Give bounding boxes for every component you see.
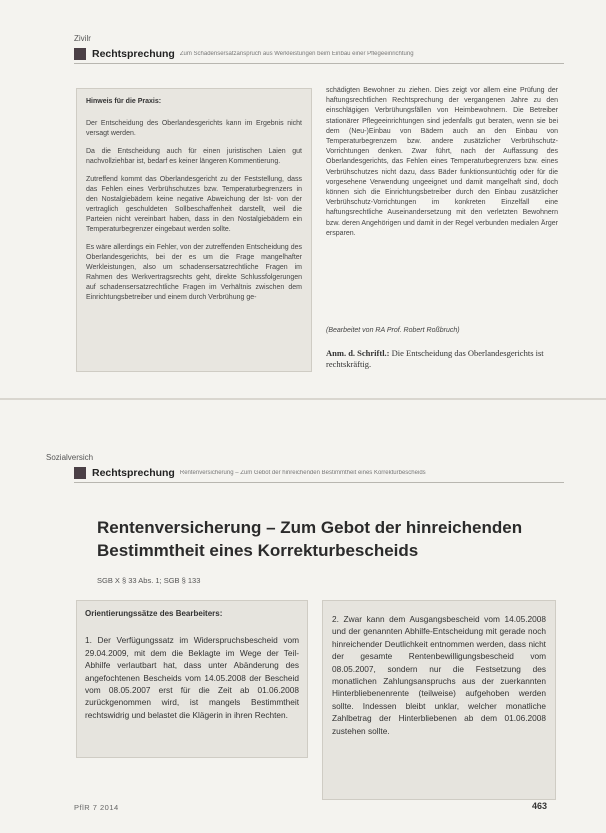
orientation-heading: Orientierungssätze des Bearbeiters:: [85, 609, 223, 618]
bottom-header-rule: [74, 482, 564, 483]
section-divider: [0, 398, 606, 400]
right-column-text: schädigten Bewohner zu ziehen. Dies zeigt vor allem eine Prüfung der haftungsrechtlichen Rechtsprechung der vergangenen Jahre zu den einschlägigen Verbrühungsfällen von Heimbewohnern. Die Betreiber stationärer Pflegeeinrichtungen sind jedenfalls gut beraten, wenn sie bei dem (Neu-)Einbau von Bädern auch an den Einbau von Temperaturbegrenzern bzw. andere zusätzlicher Verbrühschutz-Vorrichtungen denken. Zwar führt, nach der Auffassung des Oberlandesgerichts, das Fehlen eines Temperaturbegrenzers bzw. eines Verbrühschutzes nicht dazu, dass Bäder funktionsuntüchtig oder für die vorgesehene Verwendung ungeeignet und damit mangelhaft sind, doch können sich die Einrichtungsbetreiber durch den Einbau zusätzlicher Verbrühschutz-Vorrichtungen im konkreten Einzelfall eine haftungsrechtliche Auseinandersetzung mit den verletzten Bewohnern bzw. deren Angehörigen und damit in der Regel verbunden medialen Ärger ersparen.: [326, 87, 558, 237]
top-header-title: Rechtsprechung: [92, 48, 175, 60]
author-credit: (Bearbeitet von RA Prof. Robert Roßbruch): [326, 327, 460, 334]
section-label-top: Zivilr: [74, 34, 91, 43]
practice-paragraph: Es wäre allerdings ein Fehler, von der zutreffenden Entscheidung des Oberlandesgerichts, bei der es um die Frage mangelhafter Werkleistungen, also um schadensersatzrechtliche Fragen im Rahmen des Werkvertragsrechts geht, direkte Schlussfolgerungen auf schadensersatzrechtliche Fragen im Verhältnis zwischen dem Einrichtungsbetreiber und einem durch Verbrühung ge-: [86, 244, 302, 301]
section-marker-icon: [74, 48, 86, 60]
practice-paragraph: Da die Entscheidung auch für einen juristischen Laien gut nachvollziehbar ist, bedarf es keiner längeren Kommentierung.: [86, 148, 302, 165]
bottom-header-subtitle: Rentenversicherung – Zum Gebot der hinreichenden Bestimmtheit eines Korrekturbescheids: [179, 470, 426, 476]
practice-note-box: [76, 88, 312, 372]
orientation-text-1: 1. Der Verfügungssatz im Widerspruchsbescheid vom 29.04.2009, mit dem die Beklagte im Wege der Teil-Abhilfe verlautbart hat, dass unter Abänderung des angefochtenen Bescheids vom 14.05.2008 der Bescheid vom 08.05.2007 erst für die Zeit ab 01.06.2008 zurückgenommen wird, ist mangels Bestimmtheit rechtswidrig und belastet die Klägerin in ihren Rechten.: [85, 635, 299, 720]
practice-paragraph: Zutreffend kommt das Oberlandesgericht zu der Feststellung, dass das Fehlen eines Verbrühschutzes bzw. Temperaturbegrenzers in den Nostalgiebädern keine negative Abweichung der Ist- von der vertraglich geschuldeten Sollbeschaffenheit darstellt, weil die Parteien nicht vereinbart haben, dass in den Nostalgiebädern ein Temperaturbegrenzer eingebaut werden sollte.: [86, 176, 302, 233]
top-section-header: [74, 47, 564, 61]
practice-paragraph: Der Entscheidung des Oberlandesgerichts kann im Ergebnis nicht versagt werden.: [86, 120, 302, 137]
editor-note-text: Die Entscheidung das Oberlandesgerichts ist rechtskräftig.: [326, 348, 544, 369]
orientation-box-left: [76, 600, 308, 758]
bottom-header-title: Rechtsprechung: [92, 467, 175, 479]
journal-issue: PflR 7 2014: [74, 803, 119, 812]
practice-note-heading: Hinweis für die Praxis:: [86, 98, 162, 105]
editor-note: [326, 348, 558, 370]
bottom-section-header: [74, 466, 564, 480]
top-header-subtitle: Zum Schadensersatzanspruch aus Werkleistungen beim Einbau einer Pflegeeinrichtung: [179, 51, 414, 57]
orientation-box-right: 2. Zwar kann dem Ausgangsbescheid vom 14.05.2008 und der genannten Abhilfe-Entscheidung mit gerade noch hinreichender Deutlichkeit entnommen werden, dass nicht der gesamte Rentenbewilligungsbescheid vom 08.05.2007, sondern nur die Festsetzung des monatlichen Zahlungsanspruchs aus der zuerkannten Hinterbliebenenrente (teilweise) aufgehoben werden sollte. Indessen bleibt unklar, welcher monatliche Zahlbetrag der Hinterbliebenen ab dem 01.06.2008 zustehen sollte.: [322, 600, 556, 800]
editor-note-label: Anm. d. Schriftl.:: [326, 348, 390, 358]
law-reference: SGB X § 33 Abs. 1; SGB § 133: [97, 576, 201, 585]
article-title: Rentenversicherung – Zum Gebot der hinreichenden Bestimmtheit eines Korrekturbescheids: [97, 518, 523, 560]
section-marker-icon: [74, 467, 86, 479]
page-number: 463: [532, 801, 548, 811]
top-header-rule: [74, 63, 564, 64]
section-label-bottom: Sozialversich: [46, 453, 94, 462]
